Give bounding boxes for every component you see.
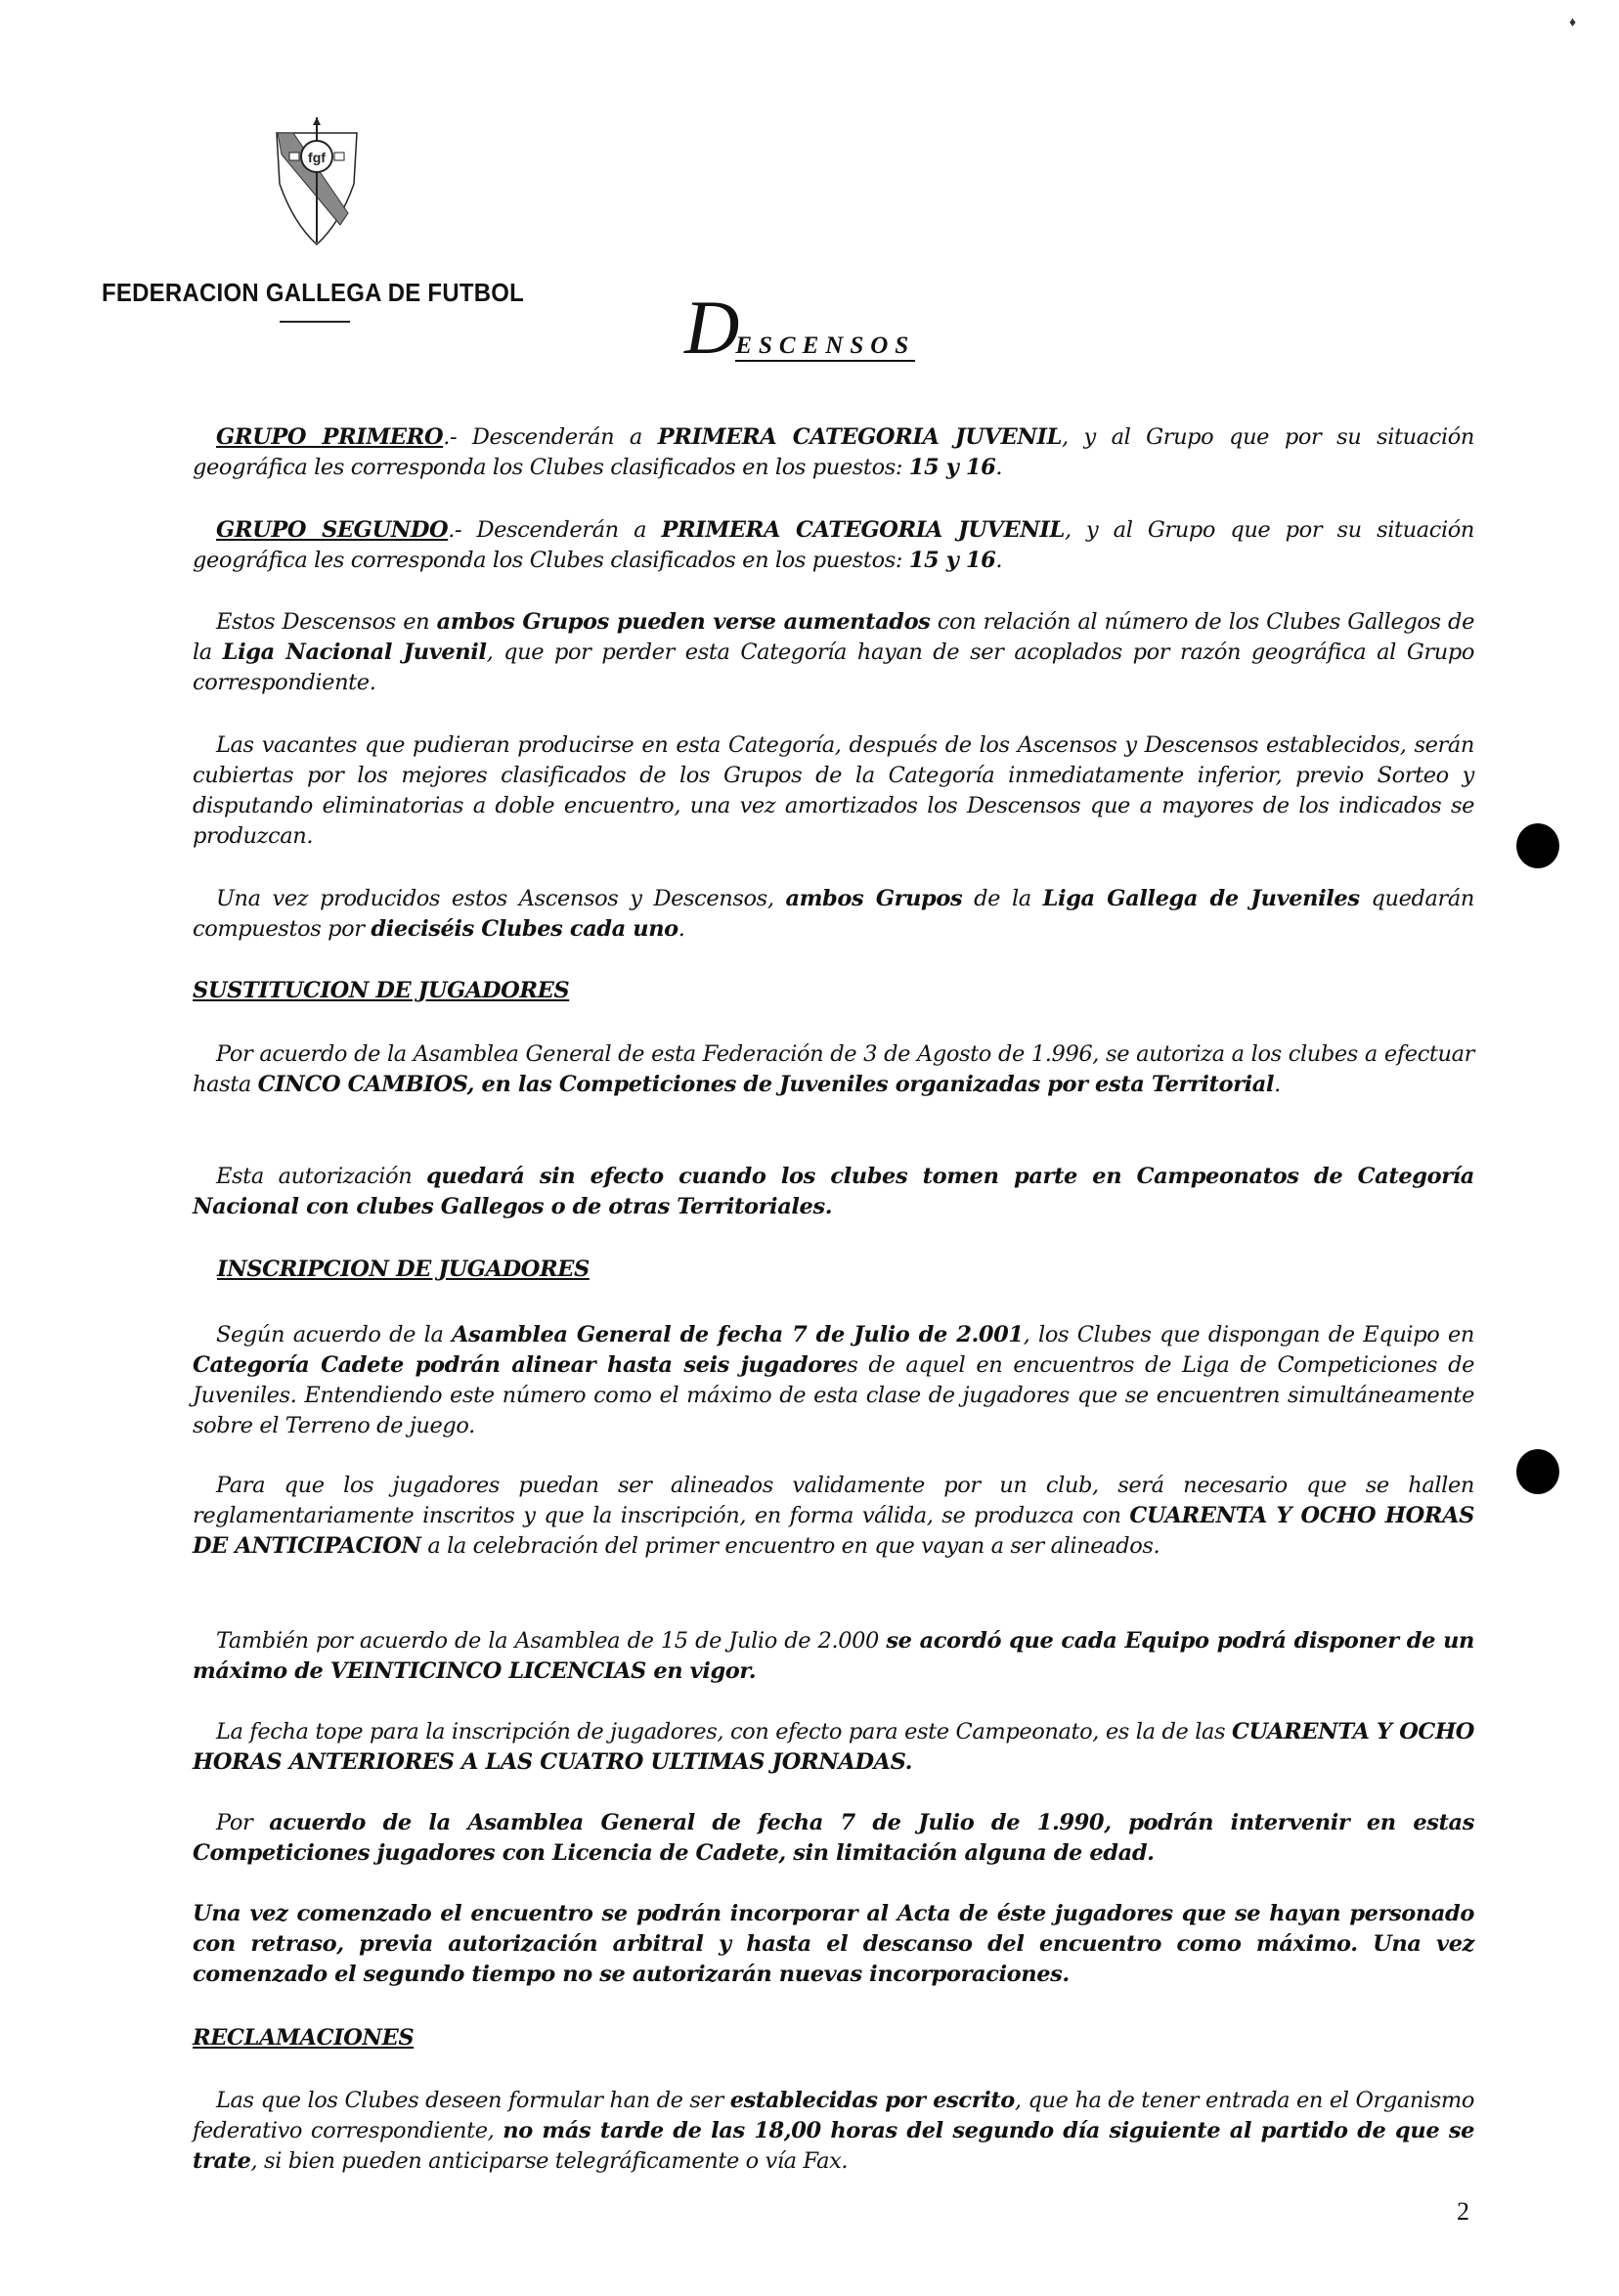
section-heading [193, 2023, 1474, 2053]
paragraph [193, 884, 1474, 945]
paragraph [193, 1471, 1474, 1562]
paragraph [193, 515, 1474, 576]
text: Las que los Clubes deseen formular han de ser [216, 2088, 730, 2113]
text: Esta autorización [216, 1164, 427, 1189]
paragraph [193, 1808, 1474, 1869]
paragraph [193, 2086, 1474, 2177]
title-initial: D [684, 285, 740, 370]
svg-text:fgf: fgf [308, 150, 326, 165]
bold-text: Categoría Cadete podrán alinear hasta seis jugadore [193, 1352, 848, 1378]
paragraph [193, 1162, 1474, 1222]
paragraph [193, 422, 1474, 483]
text: SUSTITUCION DE JUGADORES [193, 978, 570, 1003]
bold-text: PRIMERA CATEGORIA JUVENIL [661, 517, 1065, 543]
text: . [678, 916, 685, 942]
paragraph [193, 607, 1474, 698]
bold-text: establecidas por escrito [729, 2088, 1015, 2113]
text: También por acuerdo de la Asamblea de 15 de Julio de 2.000 [216, 1628, 887, 1654]
text: INSCRIPCION DE JUGADORES [217, 1257, 590, 1282]
bold-text: no más tarde de las 18,00 horas del segundo día siguiente al partido de que se trate [193, 2118, 1475, 2174]
page-number: 2 [1457, 2197, 1469, 2226]
text: quedarán compuestos por [193, 886, 1474, 942]
bold-text: Asamblea General de fecha 7 de Julio de 2.001 [452, 1322, 1024, 1347]
text: . [1274, 1072, 1281, 1097]
text: La fecha tope para la inscripción de jugadores, con efecto para este Campeonato, es la de las [216, 1719, 1233, 1744]
bold-text: ambos Grupos [785, 886, 963, 911]
text: . [995, 548, 1003, 573]
text: . [995, 455, 1003, 480]
text: con relación al número de los Clubes Gallegos de la [193, 609, 1474, 665]
text: a la celebración del primer encuentro en que vayan a ser alineados. [420, 1533, 1160, 1559]
bold-text: CUARENTA Y OCHO HORAS DE ANTICIPACION [193, 1503, 1474, 1559]
text: , los Clubes que dispongan de Equipo en [1023, 1322, 1474, 1347]
text: , y al Grupo que por su situación geográfica les corresponda los Clubes clasificados en los puestos: [193, 517, 1475, 573]
bold-text: se acordó que cada Equipo podrá disponer de un máximo de VEINTICINCO LICENCIAS en vigor. [193, 1628, 1474, 1684]
federation-crest-logo [272, 115, 362, 247]
paragraph [193, 730, 1474, 852]
bold-text: GRUPO SEGUNDO [216, 517, 449, 543]
text: Por acuerdo de la Asamblea General de esta Federación de 3 de Agosto de 1.996, se autoriza a los clubes a efectuar hasta [193, 1041, 1474, 1097]
scan-mark: ♦ [1569, 16, 1577, 30]
bold-text: dieciséis Clubes cada uno [371, 916, 678, 942]
paragraph [193, 1899, 1474, 1990]
bold-text: acuerdo de la Asamblea General de fecha 7 de Julio de 1.990, podrán intervenir en estas Competiciones jugadores con Licencia de Cadete, sin limitación alguna de edad. [193, 1810, 1474, 1866]
paragraph [193, 1717, 1474, 1778]
bold-text: GRUPO PRIMERO [216, 424, 444, 450]
bold-text: 15 y 16 [908, 548, 996, 573]
page-title [684, 285, 916, 370]
text: .- Descenderán a [443, 424, 658, 450]
bold-text: ambos Grupos pueden verse aumentados [436, 609, 931, 635]
text: RECLAMACIONES [193, 2025, 415, 2051]
paragraph [193, 1039, 1474, 1100]
bold-text: PRIMERA CATEGORIA JUVENIL [657, 424, 1063, 450]
bold-text: Liga Nacional Juvenil [222, 640, 487, 665]
text: Según acuerdo de la [216, 1322, 453, 1347]
organization-name: FEDERACION GALLEGA DE FUTBOL [102, 278, 525, 307]
text: , si bien pueden anticiparse telegráficamente o vía Fax. [250, 2148, 849, 2174]
bold-text: quedará sin efecto cuando los clubes tomen parte en Campeonatos de Categoría Nacional con clubes Gallegos o de otras Territoriales. [193, 1164, 1474, 1219]
divider [280, 321, 350, 323]
text: Para que los jugadores puedan ser alineados validamente por un club, será necesario que se hallen reglamentariamente inscritos y que la inscripción, en forma válida, se produzca con [193, 1473, 1474, 1528]
text: s de aquel en encuentros de Liga de Competiciones de Juveniles. Entendiendo este número como el máximo de esta clase de jugadores que se encuentren simultáneamente sobre el Terreno de juego. [193, 1352, 1475, 1438]
text: , y al Grupo que por su situación geográfica les corresponda los Clubes clasificados en los puestos: [193, 424, 1474, 480]
paragraph [193, 1320, 1474, 1441]
bold-text: Una vez comenzado el encuentro se podrán incorporar al Acta de éste jugadores que se hayan personado con retraso, previa autorización arbitral y hasta el descanso del encuentro como máximo. Una vez comenzado el segundo tiempo no se autorizarán nuevas incorporaciones. [193, 1901, 1474, 1987]
bold-text: 15 y 16 [908, 455, 996, 480]
text: Por [216, 1810, 270, 1835]
text: de la [962, 886, 1043, 911]
punch-hole [1516, 823, 1559, 868]
punch-hole [1516, 1449, 1559, 1494]
paragraph [193, 1626, 1474, 1687]
text: , que por perder esta Categoría hayan de ser acoplados por razón geográfica al Grupo correspondiente. [193, 640, 1474, 695]
section-heading [193, 976, 1474, 1006]
text: Una vez producidos estos Ascensos y Descensos, [216, 886, 786, 911]
text: .- Descenderán a [448, 517, 662, 543]
section-heading [217, 1255, 1499, 1285]
bold-text: CUARENTA Y OCHO HORAS ANTERIORES A LAS CUATRO ULTIMAS JORNADAS. [193, 1719, 1475, 1775]
text: , que ha de tener entrada en el Organismo federativo correspondiente, [193, 2088, 1475, 2143]
text: Estos Descensos en [216, 609, 437, 635]
title-rest: ESCENSOS [735, 332, 915, 362]
bold-text: CINCO CAMBIOS, en las Competiciones de Juveniles organizadas por esta Territorial [257, 1072, 1275, 1097]
text: Las vacantes que pudieran producirse en esta Categoría, después de los Ascensos y Descensos establecidos, serán cubiertas por los mejores clasificados de los Grupos de la Categoría inmediatamente inferior, previo Sorteo y disputando eliminatorias a doble encuentro, una vez amortizados los Descensos que a mayores de los indicados se produzcan. [193, 732, 1474, 849]
bold-text: Liga Gallega de Juveniles [1042, 886, 1360, 911]
